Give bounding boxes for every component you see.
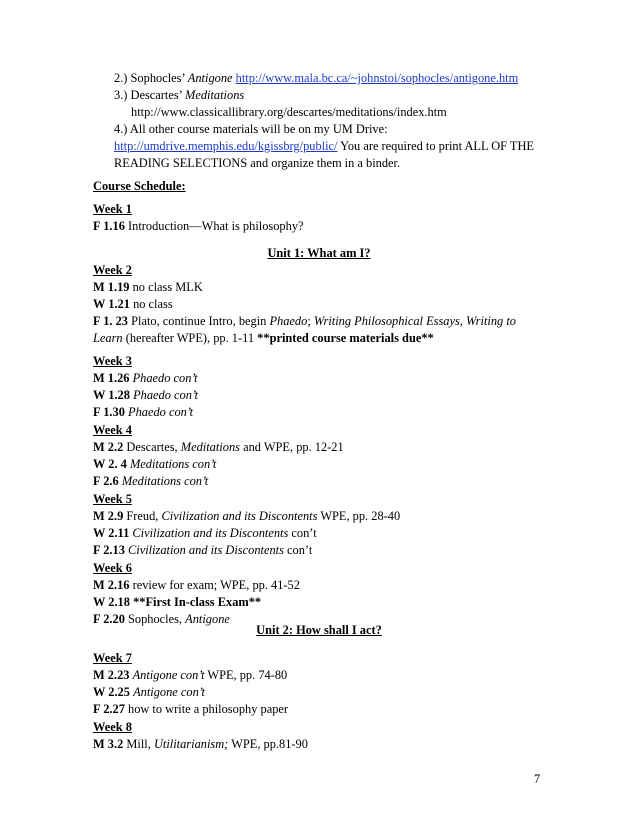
day-label: W 1.21 <box>93 297 130 311</box>
unit-1-heading: Unit 1: What am I? <box>267 246 371 260</box>
reading-title: Writing to <box>466 314 516 328</box>
day-label: M 2.2 <box>93 440 124 454</box>
week-6-title: Week 6 <box>93 561 132 575</box>
day-text: Mill, <box>126 737 151 751</box>
reading-title: Learn <box>93 331 123 345</box>
due-note: **printed course materials due** <box>257 331 434 345</box>
day-label: F 2.13 <box>93 543 125 557</box>
week-2-friday <box>93 313 516 330</box>
week-8-title: Week 8 <box>93 720 132 734</box>
materials-item-4-line2 <box>114 138 534 155</box>
reading-title: Phaedo <box>269 314 308 328</box>
week-3-title: Week 3 <box>93 354 132 368</box>
day-label: M 1.19 <box>93 280 130 294</box>
item-text: Descartes’ <box>130 88 182 102</box>
day-text: Meditations con’t <box>129 457 217 471</box>
day-text: WPE, pp. 28-40 <box>320 509 401 523</box>
week-2-monday <box>93 279 203 296</box>
exam-note: **First In-class Exam** <box>133 595 262 609</box>
day-label: F 1. 23 <box>93 314 128 328</box>
day-text: Plato, continue Intro, begin <box>131 314 267 328</box>
week-1-friday <box>93 218 304 235</box>
antigone-link[interactable]: http://www.mala.bc.ca/~johnstoi/sophocles/antigone.htm <box>235 71 519 85</box>
item-text: Sophocles’ <box>130 71 185 85</box>
week-6-wednesday <box>93 594 261 611</box>
page-number: 7 <box>534 772 541 786</box>
day-text: Phaedo con’t <box>133 388 199 402</box>
day-label: W 2.11 <box>93 526 130 540</box>
day-label: M 2.9 <box>93 509 124 523</box>
day-label: W 1.28 <box>93 388 130 402</box>
week-5-monday <box>93 508 400 525</box>
week-7-monday <box>93 667 287 684</box>
item-number: 2.) <box>114 71 128 85</box>
week-3-monday <box>93 370 198 387</box>
week-2-wednesday <box>93 296 173 313</box>
item-number: 3.) <box>114 88 128 102</box>
day-label: M 1.26 <box>93 371 130 385</box>
day-text: review for exam; WPE, pp. 41-52 <box>132 578 300 592</box>
week-7-friday <box>93 701 288 718</box>
day-text: how to write a philosophy paper <box>128 702 289 716</box>
day-label: F 1.16 <box>93 219 125 233</box>
day-text: no class MLK <box>132 280 203 294</box>
week-5-friday <box>93 542 312 559</box>
day-text: con’t <box>287 543 313 557</box>
day-label: F 1.30 <box>93 405 125 419</box>
day-text: (hereafter WPE), pp. 1-11 <box>125 331 255 345</box>
materials-item-3 <box>114 87 244 104</box>
reading-title: Civilization and its Discontents <box>161 509 318 523</box>
day-label: F 2.20 <box>93 612 125 626</box>
item-text: You are required to print ALL OF THE <box>340 139 534 153</box>
separator: ; <box>307 314 311 328</box>
item-title: Antigone <box>187 71 233 85</box>
week-7-title: Week 7 <box>93 651 132 665</box>
day-text: Phaedo con’t <box>128 405 194 419</box>
umdrive-link[interactable]: http://umdrive.memphis.edu/kgissbrg/public/ <box>114 139 338 153</box>
day-text: con’t <box>291 526 317 540</box>
item-title: Meditations <box>185 88 245 102</box>
week-7-wednesday <box>93 684 205 701</box>
materials-item-2 <box>114 70 518 87</box>
day-label: W 2.18 <box>93 595 130 609</box>
materials-item-4: 4.) All other course materials will be on my UM Drive: <box>114 122 388 136</box>
reading-title: Meditations <box>180 440 240 454</box>
day-text: WPE, pp. 74-80 <box>207 668 288 682</box>
unit-2-heading: Unit 2: How shall I act? <box>256 623 382 637</box>
day-label: M 3.2 <box>93 737 124 751</box>
meditations-url: http://www.classicallibrary.org/descartes/meditations/index.htm <box>131 105 447 119</box>
day-text: no class <box>133 297 173 311</box>
reading-title: Civilization and its Discontents <box>128 543 284 557</box>
day-label: F 2.6 <box>93 474 119 488</box>
week-2-title: Week 2 <box>93 263 132 277</box>
day-text: Phaedo con’t <box>132 371 198 385</box>
day-label: W 2.25 <box>93 685 130 699</box>
reading-title: Utilitarianism; <box>153 737 229 751</box>
day-label: M 2.23 <box>93 668 130 682</box>
day-text: Antigone con’t <box>133 685 205 699</box>
reading-title: Antigone con’t <box>132 668 205 682</box>
day-label: W 2. 4 <box>93 457 127 471</box>
day-text: Descartes, <box>126 440 178 454</box>
week-5-wednesday <box>93 525 317 542</box>
week-8-monday <box>93 736 308 753</box>
reading-title: Antigone <box>185 612 230 626</box>
day-text: and WPE, pp. 12-21 <box>243 440 344 454</box>
day-text: Freud, <box>126 509 159 523</box>
schedule-heading: Course Schedule: <box>93 179 186 193</box>
week-3-wednesday <box>93 387 198 404</box>
week-4-monday <box>93 439 344 456</box>
day-text: Meditations con’t <box>121 474 209 488</box>
week-4-friday <box>93 473 208 490</box>
separator: , <box>459 314 463 328</box>
week-4-wednesday <box>93 456 216 473</box>
day-text: WPE, pp.81-90 <box>231 737 308 751</box>
week-1-title: Week 1 <box>93 202 132 216</box>
week-4-title: Week 4 <box>93 423 132 437</box>
week-5-title: Week 5 <box>93 492 132 506</box>
day-label: M 2.16 <box>93 578 130 592</box>
week-6-monday <box>93 577 300 594</box>
week-2-friday-line2 <box>93 330 434 347</box>
reading-title: Writing Philosophical Essays <box>313 314 460 328</box>
day-text: Introduction—What is philosophy? <box>128 219 304 233</box>
materials-item-4-line3: READING SELECTIONS and organize them in a binder. <box>114 156 401 170</box>
reading-title: Civilization and its Discontents <box>132 526 289 540</box>
day-text: Sophocles, <box>128 612 183 626</box>
day-label: F 2.27 <box>93 702 125 716</box>
week-3-friday <box>93 404 193 421</box>
